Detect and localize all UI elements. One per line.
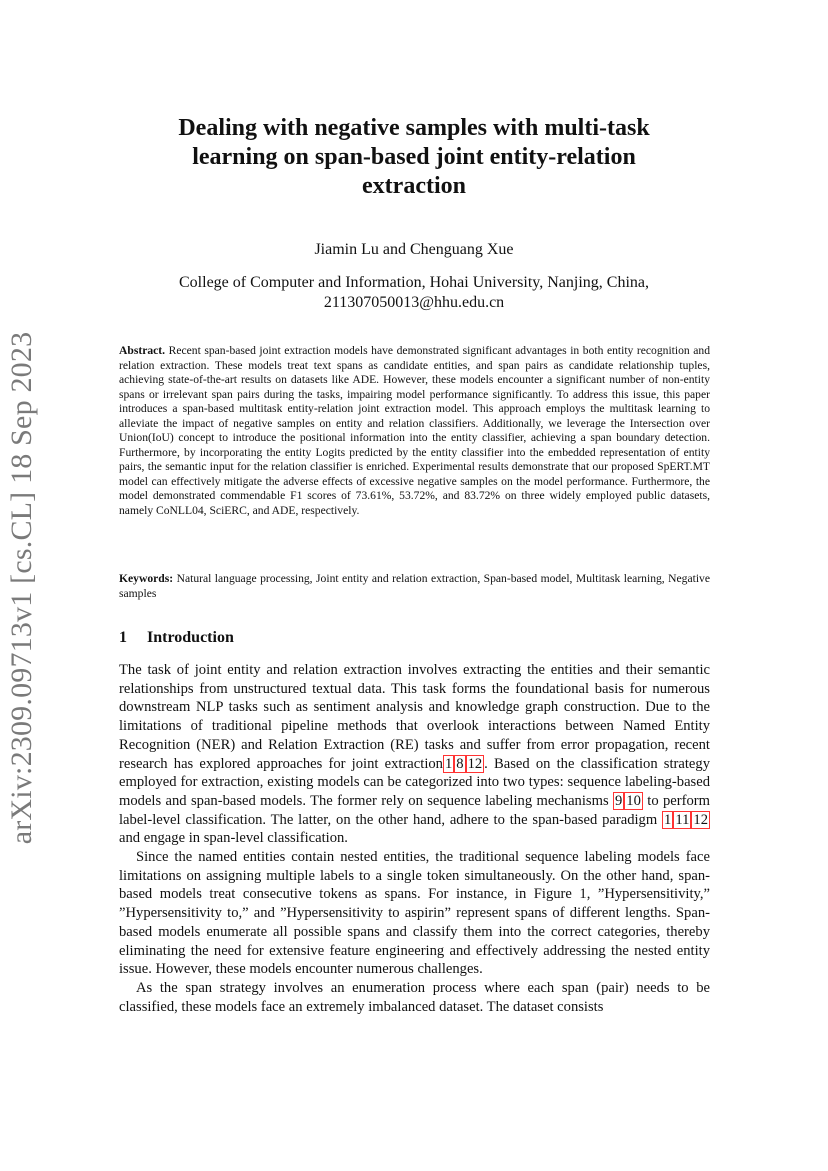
citation-link[interactable]: 12 [693, 811, 708, 828]
section-heading-introduction [119, 628, 234, 648]
paper-title [0, 114, 828, 201]
abstract-label: Abstract. [119, 344, 166, 357]
intro-paragraph-1 [119, 661, 710, 848]
affiliation-email: 211307050013@hhu.edu.cn [323, 294, 505, 311]
section-number: 1 [119, 629, 127, 646]
affiliation [0, 273, 828, 313]
affiliation-institution: College of Computer and Information, Hohai University, Nanjing, China, [179, 274, 649, 291]
intro-text-segment: to perform label-level classification. The latter, on the other hand, adhere to the span-based paradigm [119, 792, 710, 828]
intro-text-segment: . Based on the classification strategy employed for extraction, existing models can be categorized into two types: sequence labeling-based models and span-based models. The former rely on sequence labeling mechanisms [119, 755, 710, 809]
citation-link[interactable]: 10 [626, 792, 641, 809]
abstract [119, 344, 710, 519]
intro-text-segment: The task of joint entity and relation extraction involves extracting the entities and their semantic relationships from unstructured textual data. This task forms the foundational basis for numerous downstream NLP tasks such as sentiment analysis and knowledge graph construction. Due to the limitations of traditional pipeline methods that overlook interactions between Named Entity Recognition (NER) and Relation Extraction (RE) tasks and suffer from error propagation, recent research has explored approaches for joint extraction [119, 662, 710, 772]
abstract-paragraph [119, 344, 710, 519]
citation-link[interactable]: 1 [664, 811, 672, 828]
title-line-1: Dealing with negative samples with multi-task [178, 115, 650, 141]
citation-link[interactable]: 12 [467, 755, 483, 772]
intro-paragraph-2: Since the named entities contain nested entities, the traditional sequence labeling models face limitations on assigning multiple labels to a single token simultaneously. On the other hand, span-based models treat consecutive tokens as spans. For instance, in Figure 1, ”Hypersensitivity,” ”Hypersensitivity to,” and ”Hypersensitivity to aspirin” represent spans of different lengths. Span-based models enumerate all possible spans and classify them into the correct categories, thereby eliminating the need for extensive feature engineering and effectively addressing the nested entity issue. However, these models encounter numerous challenges. [119, 849, 710, 978]
intro-text-segment: and engage in span-level classification. [119, 830, 348, 847]
keywords-label: Keywords: [119, 572, 174, 585]
intro-paragraph-3: As the span strategy involves an enumeration process where each span (pair) needs to be classified, these models face an extremely imbalanced dataset. The dataset consists [119, 979, 710, 1015]
arxiv-identifier: arXiv:2309.09713v1 [cs.CL] 18 Sep 2023 [5, 331, 38, 845]
keywords-text: Natural language processing, Joint entity and relation extraction, Span-based model, Multitask learning, Negative samples [119, 572, 710, 600]
title-line-2: learning on span-based joint entity-relation [192, 144, 636, 170]
citation-link[interactable]: 9 [615, 792, 623, 809]
author-list: Jiamin Lu and Chenguang Xue [314, 241, 514, 258]
citation-link[interactable]: 8 [456, 755, 464, 772]
citation-link[interactable]: 11 [675, 811, 690, 828]
title-line-3: extraction [362, 173, 466, 199]
section-title: Introduction [147, 629, 234, 646]
citation-link[interactable]: 1 [444, 755, 453, 772]
keywords [119, 572, 710, 601]
abstract-text: Recent span-based joint extraction models have demonstrated significant advantages in both entity recognition and relation extraction. These models treat text spans as candidate entities, and span pairs as candidate relationship tuples, achieving state-of-the-art results on datasets like ADE. However, these models encounter a significant number of non-entity spans or irrelevant span pairs during the tasks, impairing model performance significantly. To address this issue, this paper introduces a span-based multitask entity-relation joint extraction model. This approach employs the multitask learning to alleviate the impact of negative samples on entity and relation classifiers. Additionally, we leverage the Intersection over Union(IoU) concept to introduce the positional information into the entity classifier, achieving a span boundary detection. Furthermore, by incorporating the entity Logits predicted by the entity classifier into the embedded representation of entity pairs, the semantic input for the relation classifier is enriched. Experimental results demonstrate that our proposed SpERT.MT model can effectively mitigate the adverse effects of excessive negative samples on the model performance. Furthermore, the model demonstrated commendable F1 scores of 73.61%, 53.72%, and 83.72% on three widely employed public datasets, namely CoNLL04, SciERC, and ADE, respectively. [119, 344, 710, 518]
introduction-body [119, 661, 710, 1016]
